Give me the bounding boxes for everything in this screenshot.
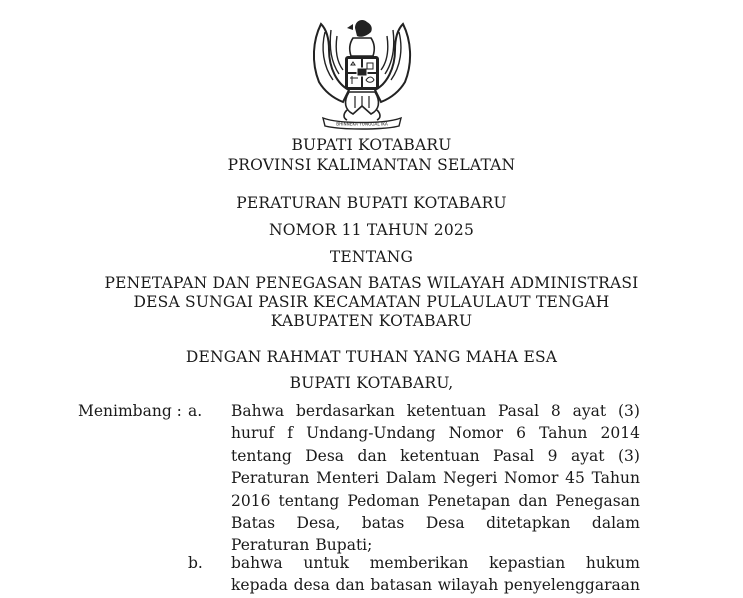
item-letter-a: a. <box>188 402 203 420</box>
word: huruf <box>231 424 275 443</box>
word: batasan <box>370 576 433 595</box>
word: Nomor <box>448 424 503 443</box>
paragraph-line <box>231 445 640 467</box>
consideration-a-text <box>231 400 640 557</box>
consideration-b-text <box>231 552 640 597</box>
word: kepastian <box>489 554 566 572</box>
word: kepada <box>231 576 288 595</box>
word: f <box>287 424 293 443</box>
word: Menteri <box>316 469 379 488</box>
word: penyelenggaraan <box>503 576 640 595</box>
word: Desa, <box>296 514 341 533</box>
word: ayat <box>571 446 605 465</box>
word: 6 <box>516 424 526 443</box>
regulation-number: NOMOR 11 TAHUN 2025 <box>268 221 475 239</box>
word: Dalam <box>385 469 437 488</box>
paragraph-line <box>231 512 640 534</box>
word: Bupati; <box>315 536 373 555</box>
word: tentang <box>231 446 292 465</box>
word: ketentuan <box>400 446 480 465</box>
word: berdasarkan <box>295 402 395 420</box>
word: ketentuan <box>406 402 487 420</box>
word: ayat <box>572 402 607 420</box>
word: dalam <box>591 514 640 533</box>
word: dan <box>335 576 365 595</box>
paragraph-line <box>231 490 640 512</box>
word: tentang <box>278 491 340 510</box>
word: 9 <box>547 446 558 465</box>
word: Penegasan <box>555 491 640 510</box>
regulation-title: PERATURAN BUPATI KOTABARU <box>236 194 507 212</box>
paragraph-line <box>231 574 640 596</box>
word: bahwa <box>231 554 283 572</box>
issuer-line: BUPATI KOTABARU, <box>289 374 454 392</box>
authority-title: BUPATI KOTABARU <box>291 136 452 154</box>
word: Tahun <box>539 424 588 443</box>
word: Peraturan <box>231 469 310 488</box>
svg-text:BHINNEKA TUNGGAL IKA: BHINNEKA TUNGGAL IKA <box>336 121 388 127</box>
word: 2014 <box>600 424 640 443</box>
garuda-emblem-icon <box>303 10 421 130</box>
word: Peraturan <box>231 536 310 555</box>
considerations-label: Menimbang : <box>78 402 182 420</box>
word: (3) <box>617 402 640 420</box>
word: 8 <box>550 402 561 420</box>
word: Nomor <box>504 469 559 488</box>
word: Penetapan <box>427 491 511 510</box>
word: hukum <box>585 554 640 572</box>
word: (3) <box>617 446 640 465</box>
subject-line-1: PENETAPAN DAN PENEGASAN BATAS WILAYAH ADMINISTRASI <box>104 274 639 292</box>
word: Pedoman <box>347 491 420 510</box>
word: dan <box>518 491 548 510</box>
paragraph-line <box>231 422 640 444</box>
blessing-line: DENGAN RAHMAT TUHAN YANG MAHA ESA <box>185 348 558 366</box>
word: Undang-Undang <box>306 424 436 443</box>
word: Desa <box>305 446 345 465</box>
word: Tahun <box>591 469 640 488</box>
word: desa <box>293 576 330 595</box>
subject-line-2: DESA SUNGAI PASIR KECAMATAN PULAULAUT TENGAH <box>133 293 610 311</box>
word: Negeri <box>443 469 498 488</box>
word: dan <box>357 446 387 465</box>
word: batas <box>361 514 405 533</box>
regulation-about: TENTANG <box>329 248 414 266</box>
word: untuk <box>303 554 349 572</box>
word: Batas <box>231 514 276 533</box>
province-title: PROVINSI KALIMANTAN SELATAN <box>227 156 516 174</box>
word: ditetapkan <box>486 514 571 533</box>
word: memberikan <box>369 554 469 572</box>
word: 45 <box>565 469 585 488</box>
subject-line-3: KABUPATEN KOTABARU <box>270 312 473 330</box>
item-letter-b: b. <box>188 554 203 572</box>
word: wilayah <box>437 576 499 595</box>
word: Pasal <box>493 446 535 465</box>
paragraph-line <box>231 467 640 489</box>
paragraph-line <box>231 400 640 422</box>
word: Bahwa <box>231 402 285 420</box>
word: 2016 <box>231 491 271 510</box>
paragraph-line <box>231 552 640 574</box>
word: Pasal <box>497 402 540 420</box>
word: Desa <box>425 514 465 533</box>
